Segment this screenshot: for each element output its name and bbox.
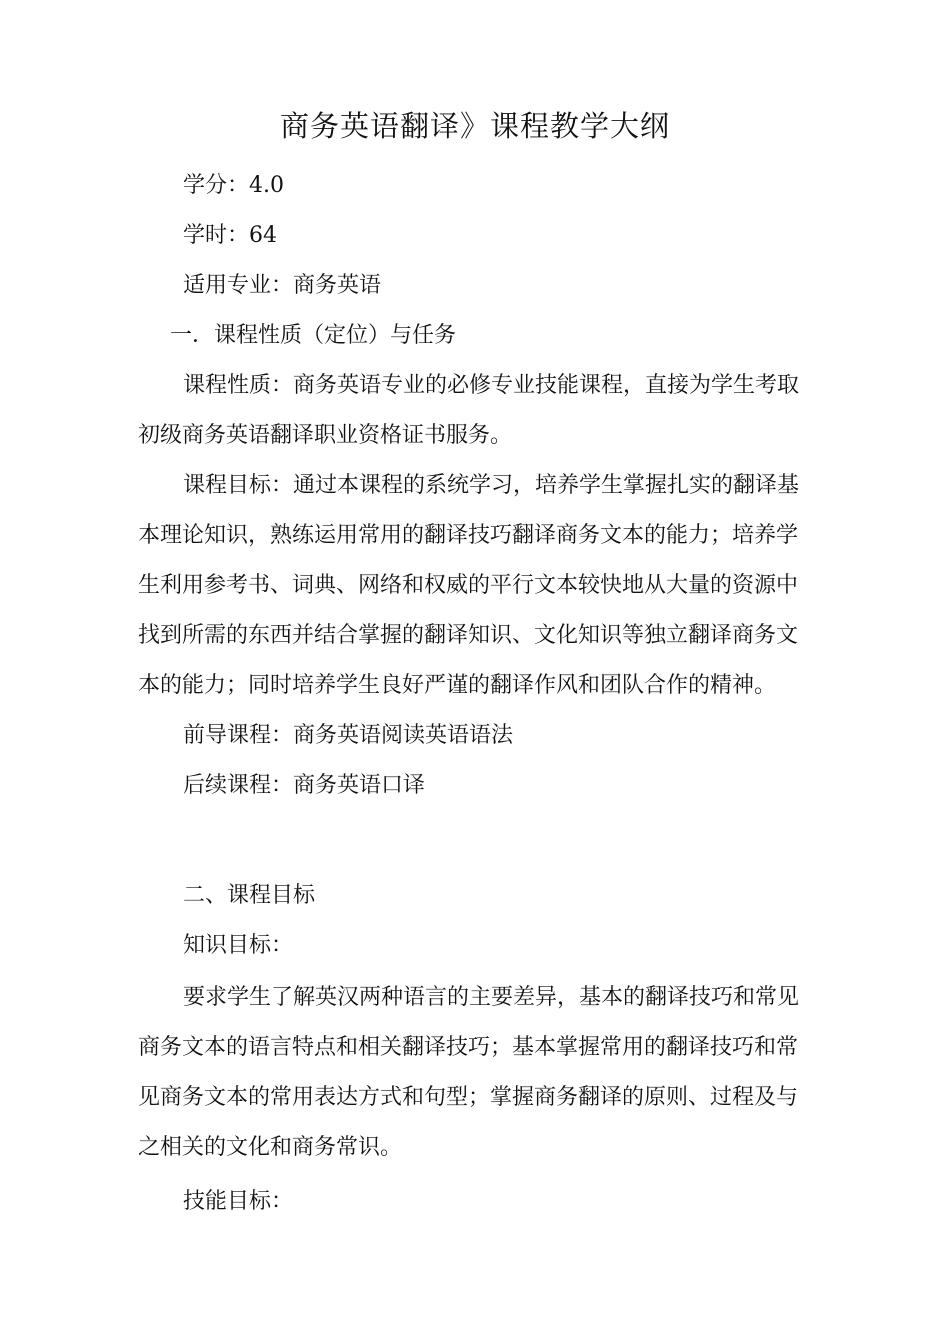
document-title: 商务英语翻译》课程教学大纲 xyxy=(279,109,670,143)
paragraph-line: 课程目标：通过本课程的系统学习，培养学生掌握扎实的翻译基 xyxy=(183,473,800,498)
paragraph-line: 本理论知识，熟练运用常用的翻译技巧翻译商务文本的能力；培养学 xyxy=(138,523,799,548)
hours-line: 学时：64 xyxy=(183,223,277,248)
followup-line: 后续课程：商务英语口译 xyxy=(183,773,426,798)
paragraph-line: 本的能力；同时培养学生良好严谨的翻译作风和团队合作的精神。 xyxy=(138,673,777,698)
paragraph-line: 见商务文本的常用表达方式和句型；掌握商务翻译的原则、过程及与 xyxy=(138,1085,799,1110)
paragraph-line: 要求学生了解英汉两种语言的主要差异，基本的翻译技巧和常见 xyxy=(183,985,800,1010)
credits-line: 学分：4.0 xyxy=(183,173,284,198)
skill-label: 技能目标： xyxy=(183,1189,294,1214)
prerequisite-line: 前导课程：商务英语阅读英语语法 xyxy=(183,723,514,748)
paragraph-line: 生利用参考书、词典、网络和权威的平行文本较快地从大量的资源中 xyxy=(138,573,799,598)
knowledge-label: 知识目标： xyxy=(183,933,294,958)
major-line: 适用专业：商务英语 xyxy=(183,273,382,298)
paragraph-line: 之相关的文化和商务常识。 xyxy=(138,1135,403,1160)
paragraph-line: 找到所需的东西并结合掌握的翻译知识、文化知识等独立翻译商务文 xyxy=(138,623,799,648)
paragraph-line: 课程性质：商务英语专业的必修专业技能课程，直接为学生考取 xyxy=(183,373,800,398)
section-1-heading: 一．课程性质（定位）与任务 xyxy=(170,323,457,348)
paragraph-line: 初级商务英语翻译职业资格证书服务。 xyxy=(138,423,513,448)
section-2-heading: 二、课程目标 xyxy=(183,883,316,908)
paragraph-line: 商务文本的语言特点和相关翻译技巧；基本掌握常用的翻译技巧和常 xyxy=(138,1035,799,1060)
